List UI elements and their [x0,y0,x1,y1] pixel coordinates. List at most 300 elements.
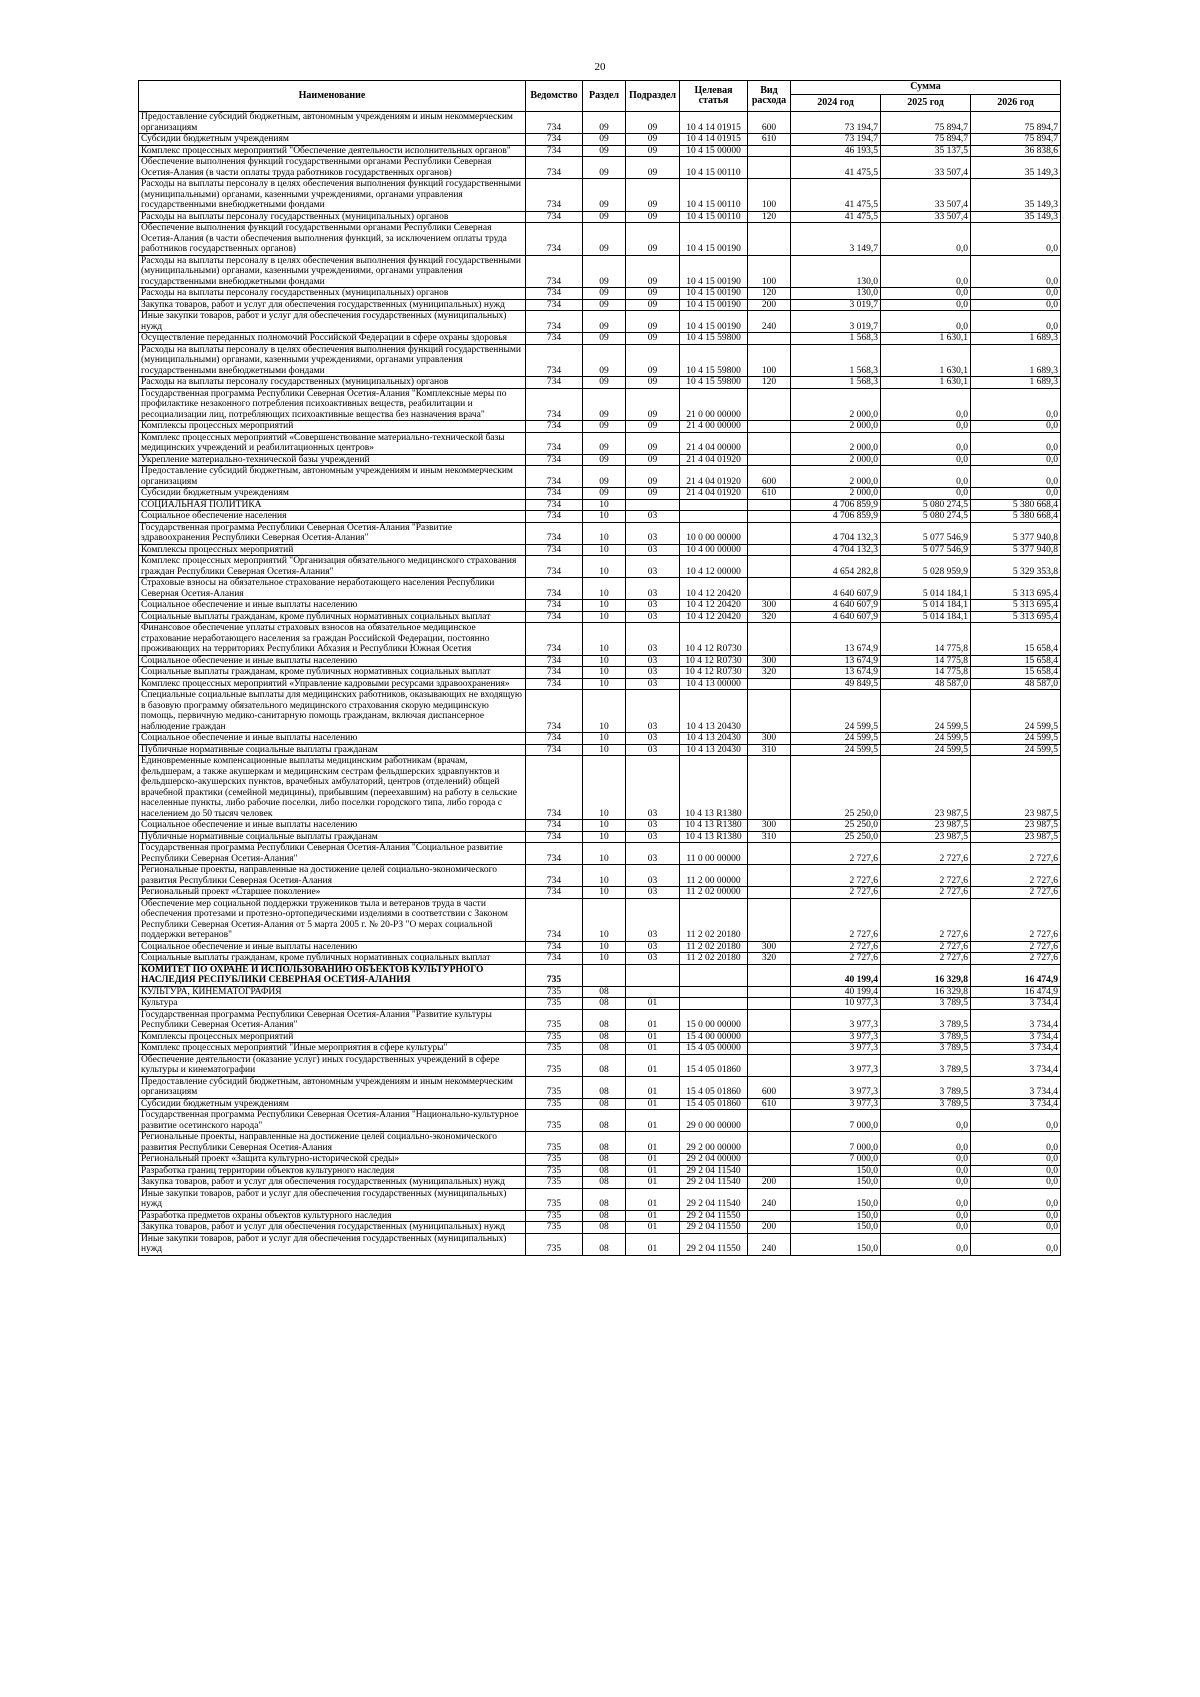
row-vid [748,556,791,578]
row-name: Государственная программа Республики Северная Осетия-Алания "Социальное развитие Республики Северная Осетия-Алания" [139,843,526,865]
row-razdel: 09 [583,112,626,134]
row-vid [748,986,791,998]
row-sum-2025: 0,0 [881,421,971,433]
row-vedomstvo: 734 [526,887,583,899]
row-vedomstvo: 734 [526,255,583,288]
row-sum-2026: 75 894,7 [971,112,1061,134]
row-vedomstvo: 734 [526,299,583,311]
row-sum-2026: 35 149,3 [971,157,1061,179]
row-sum-2025: 0,0 [881,311,971,333]
row-podrazdel: 09 [626,112,680,134]
row-vid [748,1054,791,1076]
table-body [139,112,1061,1256]
row-vid: 240 [748,1188,791,1210]
row-name: Комплекс процессных мероприятий "Обеспечение деятельности исполнительных органов" [139,145,526,157]
row-sum-2026: 1 689,3 [971,377,1061,389]
row-sum-2026: 3 734,4 [971,998,1061,1010]
row-celevaya: 21 0 00 00000 [680,388,748,421]
row-razdel: 08 [583,1165,626,1177]
row-sum-2026: 2 727,6 [971,898,1061,941]
row-sum-2026: 5 377 940,8 [971,522,1061,544]
row-podrazdel: 01 [626,1154,680,1166]
row-celevaya: 10 4 15 00190 [680,311,748,333]
row-razdel: 08 [583,1177,626,1189]
row-razdel: 10 [583,623,626,656]
row-sum-2026: 2 727,6 [971,941,1061,953]
row-vid: 200 [748,1177,791,1189]
row-sum-2026: 0,0 [971,1210,1061,1222]
row-sum-2024: 13 674,9 [791,623,881,656]
row-name: Комплекс процессных мероприятий "Организация обязательного медицинского страхования граждан Республики Северная Осетия-Алания" [139,556,526,578]
row-celevaya: 11 2 02 00000 [680,887,748,899]
row-sum-2026: 23 987,5 [971,831,1061,843]
row-podrazdel: 09 [626,388,680,421]
row-podrazdel: 01 [626,1110,680,1132]
row-podrazdel [626,964,680,986]
row-razdel: 10 [583,690,626,733]
row-sum-2025: 0,0 [881,1154,971,1166]
row-name: Публичные нормативные социальные выплаты гражданам [139,744,526,756]
row-sum-2026: 5 380 668,4 [971,511,1061,523]
row-vedomstvo: 735 [526,1110,583,1132]
row-vedomstvo: 735 [526,1210,583,1222]
row-celevaya: 10 4 12 R0730 [680,655,748,667]
row-sum-2025: 33 507,4 [881,179,971,212]
row-sum-2026: 5 329 353,8 [971,556,1061,578]
row-vedomstvo: 734 [526,733,583,745]
row-vedomstvo: 734 [526,941,583,953]
row-sum-2025: 5 014 184,1 [881,600,971,612]
row-razdel: 10 [583,655,626,667]
row-razdel: 08 [583,1110,626,1132]
row-sum-2024: 4 706 859,9 [791,499,881,511]
row-vid: 200 [748,1222,791,1234]
row-celevaya: 11 0 00 00000 [680,843,748,865]
row-razdel: 10 [583,843,626,865]
row-name: Разработка границ территории объектов культурного наследия [139,1165,526,1177]
row-vid: 300 [748,600,791,612]
row-celevaya: 11 2 02 20180 [680,953,748,965]
row-sum-2024: 3 977,3 [791,1031,881,1043]
row-vedomstvo: 734 [526,690,583,733]
row-name: Закупка товаров, работ и услуг для обеспечения государственных (муниципальных) нужд [139,1222,526,1234]
table-row [139,157,1061,179]
row-sum-2025: 24 599,5 [881,733,971,745]
row-podrazdel: 09 [626,377,680,389]
row-celevaya: 10 4 12 20420 [680,578,748,600]
row-sum-2025: 24 599,5 [881,744,971,756]
row-name: Расходы на выплаты персоналу государственных (муниципальных) органов [139,211,526,223]
table-row [139,421,1061,433]
row-sum-2024: 3 977,3 [791,1009,881,1031]
row-podrazdel: 01 [626,1009,680,1031]
row-sum-2024: 1 568,3 [791,344,881,377]
row-razdel [583,964,626,986]
row-name: Предоставление субсидий бюджетным, автономным учреждениям и иным некоммерческим организациям [139,466,526,488]
row-sum-2026: 15 658,4 [971,623,1061,656]
row-razdel: 09 [583,388,626,421]
table-row [139,211,1061,223]
row-vedomstvo: 734 [526,898,583,941]
table-row [139,1222,1061,1234]
row-celevaya: 29 2 00 00000 [680,1132,748,1154]
row-vedomstvo: 734 [526,953,583,965]
row-sum-2025: 0,0 [881,1177,971,1189]
row-sum-2026: 0,0 [971,299,1061,311]
row-sum-2025: 1 630,1 [881,377,971,389]
row-sum-2025: 23 987,5 [881,831,971,843]
row-sum-2024: 46 193,5 [791,145,881,157]
row-sum-2025: 3 789,5 [881,1076,971,1098]
row-podrazdel: 09 [626,432,680,454]
row-vid [748,964,791,986]
row-sum-2024: 2 000,0 [791,488,881,500]
row-name: Расходы на выплаты персоналу государственных (муниципальных) органов [139,288,526,300]
row-razdel: 10 [583,544,626,556]
row-vid: 300 [748,655,791,667]
row-vid [748,756,791,820]
row-celevaya: 29 2 04 00000 [680,1154,748,1166]
row-razdel: 10 [583,600,626,612]
row-celevaya: 15 4 05 00000 [680,1043,748,1055]
row-sum-2024: 3 977,3 [791,1098,881,1110]
row-sum-2025: 3 789,5 [881,1054,971,1076]
row-sum-2025: 5 014 184,1 [881,611,971,623]
row-sum-2026: 35 149,3 [971,211,1061,223]
table-row [139,311,1061,333]
row-razdel: 10 [583,611,626,623]
row-razdel: 10 [583,820,626,832]
row-celevaya: 10 4 15 00000 [680,145,748,157]
row-vedomstvo: 734 [526,211,583,223]
row-sum-2025: 2 727,6 [881,898,971,941]
row-sum-2025: 0,0 [881,454,971,466]
col-header-celevaya: Целевая статья [680,81,748,112]
row-sum-2024: 2 000,0 [791,432,881,454]
row-sum-2026: 3 734,4 [971,1031,1061,1043]
row-celevaya: 10 4 00 00000 [680,544,748,556]
row-sum-2025: 3 789,5 [881,1098,971,1110]
row-razdel: 09 [583,466,626,488]
row-vid: 610 [748,1098,791,1110]
row-vid [748,578,791,600]
row-sum-2025: 3 789,5 [881,998,971,1010]
row-razdel: 10 [583,941,626,953]
row-podrazdel: 09 [626,288,680,300]
row-vedomstvo: 734 [526,333,583,345]
row-sum-2026: 15 658,4 [971,667,1061,679]
row-name: Публичные нормативные социальные выплаты гражданам [139,831,526,843]
row-vedomstvo: 735 [526,998,583,1010]
row-razdel: 10 [583,511,626,523]
row-sum-2026: 35 149,3 [971,179,1061,212]
row-vedomstvo: 734 [526,157,583,179]
row-sum-2024: 7 000,0 [791,1154,881,1166]
row-celevaya [680,998,748,1010]
col-header-2025: 2025 год [881,95,971,112]
row-vedomstvo: 734 [526,831,583,843]
row-vedomstvo: 734 [526,388,583,421]
row-vid [748,499,791,511]
table-row [139,1188,1061,1210]
row-name: КОМИТЕТ ПО ОХРАНЕ И ИСПОЛЬЗОВАНИЮ ОБЪЕКТОВ КУЛЬТУРНОГО НАСЛЕДИЯ РЕСПУБЛИКИ СЕВЕРНАЯ ОСЕТИЯ-АЛАНИЯ [139,964,526,986]
row-vedomstvo: 734 [526,655,583,667]
row-sum-2026: 0,0 [971,1222,1061,1234]
row-name: Социальные выплаты гражданам, кроме публичных нормативных социальных выплат [139,667,526,679]
row-name: Региональные проекты, направленные на достижение целей социально-экономического развития Республики Северная Осетия-Алания [139,1132,526,1154]
row-name: Обеспечение мер социальной поддержки тружеников тыла и ветеранов труда в части обеспечения протезами и протезно-ортопедическими изделиями в соответствии с Законом Республики Северная Осетия-Алания от 5 марта 2005 г. № 20-РЗ "О мерах социальной поддержки ветеранов" [139,898,526,941]
row-sum-2024: 7 000,0 [791,1132,881,1154]
row-podrazdel: 03 [626,522,680,544]
row-sum-2026: 3 734,4 [971,1054,1061,1076]
row-podrazdel: 01 [626,1043,680,1055]
row-sum-2024: 4 706 859,9 [791,511,881,523]
row-sum-2024: 25 250,0 [791,820,881,832]
row-razdel: 10 [583,887,626,899]
row-sum-2024: 49 849,5 [791,678,881,690]
row-celevaya: 10 4 15 00190 [680,223,748,256]
row-vedomstvo: 734 [526,511,583,523]
row-sum-2026: 0,0 [971,1188,1061,1210]
row-vid: 100 [748,255,791,288]
table-row [139,690,1061,733]
row-razdel: 08 [583,1098,626,1110]
row-podrazdel: 09 [626,488,680,500]
row-name: Разработка предметов охраны объектов культурного наследия [139,1210,526,1222]
row-podrazdel: 01 [626,1132,680,1154]
row-celevaya: 10 4 15 00110 [680,211,748,223]
row-celevaya: 10 4 15 00110 [680,157,748,179]
row-vedomstvo: 734 [526,865,583,887]
col-header-name: Наименование [139,81,526,112]
row-sum-2026: 0,0 [971,311,1061,333]
row-podrazdel: 03 [626,820,680,832]
table-row [139,953,1061,965]
row-name: Иные закупки товаров, работ и услуг для обеспечения государственных (муниципальных) нужд [139,1188,526,1210]
row-sum-2025: 5 080 274,5 [881,511,971,523]
row-name: Социальное обеспечение населения [139,511,526,523]
row-sum-2024: 10 977,3 [791,998,881,1010]
row-name: Обеспечение деятельности (оказание услуг) иных государственных учреждений в сфере культуры и кинематографии [139,1054,526,1076]
row-razdel: 10 [583,898,626,941]
row-sum-2024: 150,0 [791,1233,881,1255]
row-name: Осуществление переданных полномочий Российской Федерации в сфере охраны здоровья [139,333,526,345]
row-sum-2024: 2 000,0 [791,454,881,466]
row-vid: 610 [748,134,791,146]
row-celevaya: 10 4 15 00190 [680,255,748,288]
row-vid [748,1210,791,1222]
row-razdel: 08 [583,1222,626,1234]
row-vid [748,432,791,454]
row-vid: 100 [748,344,791,377]
col-header-2026: 2026 год [971,95,1061,112]
row-vedomstvo: 734 [526,454,583,466]
row-sum-2025: 23 987,5 [881,820,971,832]
row-vedomstvo: 735 [526,1054,583,1076]
row-vid: 320 [748,667,791,679]
row-vid: 120 [748,377,791,389]
col-header-podrazdel: Подраздел [626,81,680,112]
row-podrazdel [626,499,680,511]
row-razdel: 10 [583,865,626,887]
row-sum-2024: 3 019,7 [791,311,881,333]
row-podrazdel: 03 [626,887,680,899]
row-celevaya: 10 4 15 00190 [680,288,748,300]
row-vid: 600 [748,466,791,488]
row-sum-2026: 24 599,5 [971,733,1061,745]
row-sum-2024: 41 475,5 [791,211,881,223]
row-sum-2024: 3 977,3 [791,1054,881,1076]
row-sum-2024: 150,0 [791,1165,881,1177]
row-celevaya: 10 4 12 20420 [680,611,748,623]
row-podrazdel: 03 [626,756,680,820]
table-row [139,1076,1061,1098]
row-podrazdel: 01 [626,998,680,1010]
table-row [139,843,1061,865]
row-name: Закупка товаров, работ и услуг для обеспечения государственных (муниципальных) нужд [139,299,526,311]
row-sum-2024: 7 000,0 [791,1110,881,1132]
row-sum-2024: 24 599,5 [791,744,881,756]
row-name: Социальные выплаты гражданам, кроме публичных нормативных социальных выплат [139,611,526,623]
row-vid [748,1031,791,1043]
row-celevaya: 29 2 04 11550 [680,1210,748,1222]
row-sum-2026: 2 727,6 [971,865,1061,887]
row-celevaya: 10 4 13 00000 [680,678,748,690]
row-name: Социальное обеспечение и иные выплаты населению [139,655,526,667]
row-podrazdel: 03 [626,865,680,887]
row-celevaya [680,499,748,511]
row-name: Финансовое обеспечение уплаты страховых взносов на обязательное медицинское страхование неработающего населения за граждан Российской Федерации, постоянно проживающих на территориях Республики Абхазия и Республики Южная Осетия [139,623,526,656]
row-vedomstvo: 735 [526,1132,583,1154]
table-row [139,454,1061,466]
row-celevaya: 15 4 05 01860 [680,1076,748,1098]
row-vid [748,1154,791,1166]
row-podrazdel: 09 [626,344,680,377]
row-podrazdel: 03 [626,953,680,965]
table-row [139,986,1061,998]
row-podrazdel: 01 [626,1177,680,1189]
row-vedomstvo: 734 [526,145,583,157]
table-row [139,887,1061,899]
row-sum-2025: 75 894,7 [881,134,971,146]
row-razdel: 08 [583,986,626,998]
row-razdel: 08 [583,1043,626,1055]
row-podrazdel: 09 [626,211,680,223]
row-podrazdel: 01 [626,1210,680,1222]
row-razdel: 09 [583,145,626,157]
table-row [139,1009,1061,1031]
row-sum-2026: 5 377 940,8 [971,544,1061,556]
row-sum-2025: 5 028 959,9 [881,556,971,578]
row-sum-2025: 1 630,1 [881,333,971,345]
row-sum-2024: 3 149,7 [791,223,881,256]
row-vedomstvo: 735 [526,1043,583,1055]
row-celevaya: 15 4 05 01860 [680,1098,748,1110]
row-celevaya: 21 4 04 01920 [680,466,748,488]
row-sum-2026: 0,0 [971,432,1061,454]
row-sum-2025: 0,0 [881,299,971,311]
row-sum-2026: 36 838,6 [971,145,1061,157]
row-vedomstvo: 734 [526,843,583,865]
row-vedomstvo: 735 [526,964,583,986]
row-name: Закупка товаров, работ и услуг для обеспечения государственных (муниципальных) нужд [139,1177,526,1189]
table-row [139,667,1061,679]
row-podrazdel: 03 [626,941,680,953]
table-row [139,344,1061,377]
row-vedomstvo: 734 [526,667,583,679]
row-celevaya: 10 4 12 R0730 [680,667,748,679]
row-name: Предоставление субсидий бюджетным, автономным учреждениям и иным некоммерческим организациям [139,112,526,134]
row-name: Комплексы процессных мероприятий [139,421,526,433]
row-vid: 100 [748,179,791,212]
row-celevaya: 10 4 14 01915 [680,134,748,146]
row-razdel: 08 [583,998,626,1010]
table-row [139,1154,1061,1166]
table-row [139,964,1061,986]
table-row [139,112,1061,134]
row-sum-2025: 2 727,6 [881,887,971,899]
row-name: Региональный проект «Защита культурно-исторической среды» [139,1154,526,1166]
row-podrazdel: 09 [626,179,680,212]
row-vid: 300 [748,733,791,745]
row-podrazdel: 03 [626,667,680,679]
row-vedomstvo: 735 [526,1009,583,1031]
row-name: Государственная программа Республики Северная Осетия-Алания "Комплексные меры по профилактике незаконного потребления психоактивных веществ, реабилитации и ресоциализации лиц, потребляющих психоактивные вещества без назначения врача" [139,388,526,421]
row-sum-2025: 0,0 [881,1132,971,1154]
table-row [139,511,1061,523]
table-row [139,578,1061,600]
row-razdel: 10 [583,756,626,820]
row-podrazdel: 03 [626,623,680,656]
row-name: СОЦИАЛЬНАЯ ПОЛИТИКА [139,499,526,511]
row-sum-2025: 48 587,0 [881,678,971,690]
row-sum-2024: 4 654 282,8 [791,556,881,578]
row-sum-2026: 3 734,4 [971,1076,1061,1098]
row-sum-2025: 2 727,6 [881,865,971,887]
row-sum-2025: 14 775,8 [881,655,971,667]
row-razdel: 09 [583,454,626,466]
row-sum-2024: 24 599,5 [791,733,881,745]
row-sum-2024: 2 727,6 [791,898,881,941]
row-name: Иные закупки товаров, работ и услуг для обеспечения государственных (муниципальных) нужд [139,311,526,333]
row-podrazdel: 03 [626,733,680,745]
row-sum-2026: 24 599,5 [971,690,1061,733]
row-sum-2025: 35 137,5 [881,145,971,157]
row-razdel: 10 [583,831,626,843]
row-razdel: 10 [583,953,626,965]
row-podrazdel: 03 [626,611,680,623]
row-podrazdel: 03 [626,600,680,612]
table-row [139,655,1061,667]
row-sum-2026: 15 658,4 [971,655,1061,667]
row-sum-2025: 0,0 [881,432,971,454]
table-row [139,1177,1061,1189]
row-podrazdel: 09 [626,421,680,433]
row-vedomstvo: 735 [526,1177,583,1189]
row-sum-2026: 3 734,4 [971,1098,1061,1110]
row-razdel: 08 [583,1154,626,1166]
row-sum-2025: 0,0 [881,1110,971,1132]
row-sum-2024: 2 727,6 [791,887,881,899]
row-name: Социальное обеспечение и иные выплаты населению [139,733,526,745]
budget-table [138,80,1061,1256]
row-vedomstvo: 734 [526,288,583,300]
row-sum-2025: 5 080 274,5 [881,499,971,511]
row-name: Социальные выплаты гражданам, кроме публичных нормативных социальных выплат [139,953,526,965]
row-sum-2025: 5 014 184,1 [881,578,971,600]
row-podrazdel: 03 [626,544,680,556]
row-podrazdel: 09 [626,454,680,466]
